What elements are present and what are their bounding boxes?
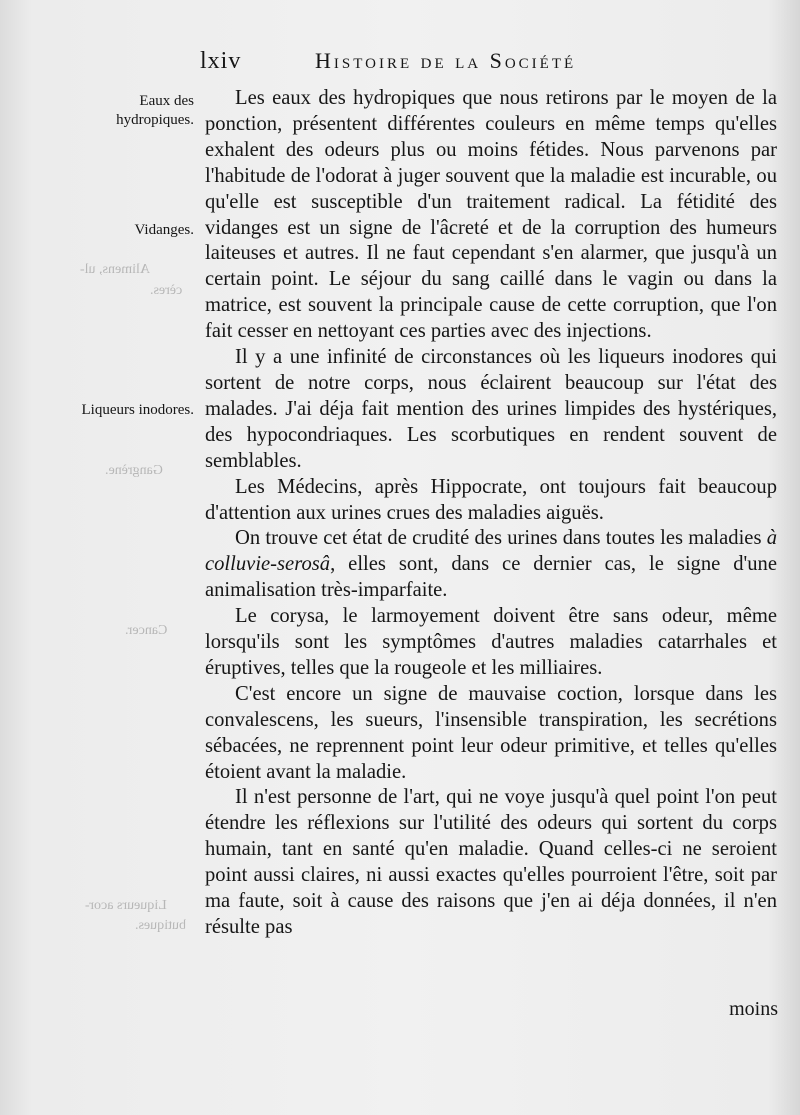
paragraph: Il y a une infinité de circonstances où les liqueurs inodores qui sortent de notre corps, nous éclairent beaucoup sur l'état des malades. J'ai déja fait mention des urines limpides des hystériques, des hypocondriaques. Les scorbutiques en rendent souvent de semblables. [205, 346, 777, 472]
paragraph: Il n'est personne de l'art, qui ne voye jusqu'à quel point l'on peut étendre les réflexions sur l'utilité des odeurs qui sortent du corps humain, tant en santé qu'en maladie. Quand celles-ci ne seroient point aussi claires, ni aussi exactes qu'elles pourroient l'être, soit par ma faute, soit à cause des raisons que j'en ai déja données, il n'en résulte pas [205, 786, 777, 938]
bleed-through-text: butiques. [135, 918, 186, 933]
bleed-through-text: Liqueurs acor- [85, 898, 167, 913]
paragraph-text: , elles sont, dans ce dernier cas, le signe d'une animalisation très-imparfaite. [205, 553, 777, 602]
paragraph: C'est encore un signe de mauvaise coction, lorsque dans les convalescens, les sueurs, l'insensible transpiration, les secrétions sébacées, ne reprennent point leur odeur primitive, et telles qu'elles étoient avant la maladie. [205, 682, 777, 783]
bleed-through-text: Alimens, ul- [80, 262, 150, 277]
catchword: moins [729, 998, 778, 1020]
paragraph: Les eaux des hydropiques que nous retirons par le moyen de la ponction, présentent différentes couleurs en même temps qu'elles exhalent des odeurs plus ou moins fétides. Nous parvenons par l'habitude de l'odorat à juger souvent que la maladie est incurable, ou qu'elle est susceptible d'un traitement radical. La fétidité des vidanges est un signe de l'âcreté et de la corruption des humeurs laiteuses et autres. Il ne faut cependant s'en alarmer, que jusqu'à un certain point. Le séjour du sang caillé dans le vagin ou dans la matrice, est souvent la principale cause de cette corruption, que l'on fait cesser en nettoyant ces parties avec des injections. [205, 87, 777, 343]
page-header [200, 48, 680, 78]
paragraph: Les Médecins, après Hippocrate, ont toujours fait beaucoup d'attention aux urines crues des maladies aiguës. [205, 475, 777, 524]
margin-note-vidanges: Vidanges. [134, 222, 194, 238]
paragraph: Le corysa, le larmoyement doivent être sans odeur, même lorsqu'ils sont les symptômes d'autres maladies catarrhales et éruptives, telles que la rougeole et les milliaires. [205, 605, 777, 679]
paragraph [205, 526, 777, 604]
running-title: Histoire de la Société [315, 48, 577, 73]
bleed-through-text: cères. [150, 283, 183, 298]
page-number: lxiv [200, 48, 242, 74]
main-text [205, 86, 777, 941]
margin-note-liqueurs: Liqueurs inodores. [81, 402, 194, 418]
italic-phrase: à colluvie-serosâ [205, 527, 777, 576]
margin-note-eaux: Eaux des hydropiques. [116, 93, 194, 128]
bleed-through-text: Gangrène. [105, 463, 163, 478]
bleed-through-text: Cancer. [125, 623, 168, 638]
paragraph-text: On trouve cet état de crudité des urines dans toutes les maladies [235, 527, 762, 550]
